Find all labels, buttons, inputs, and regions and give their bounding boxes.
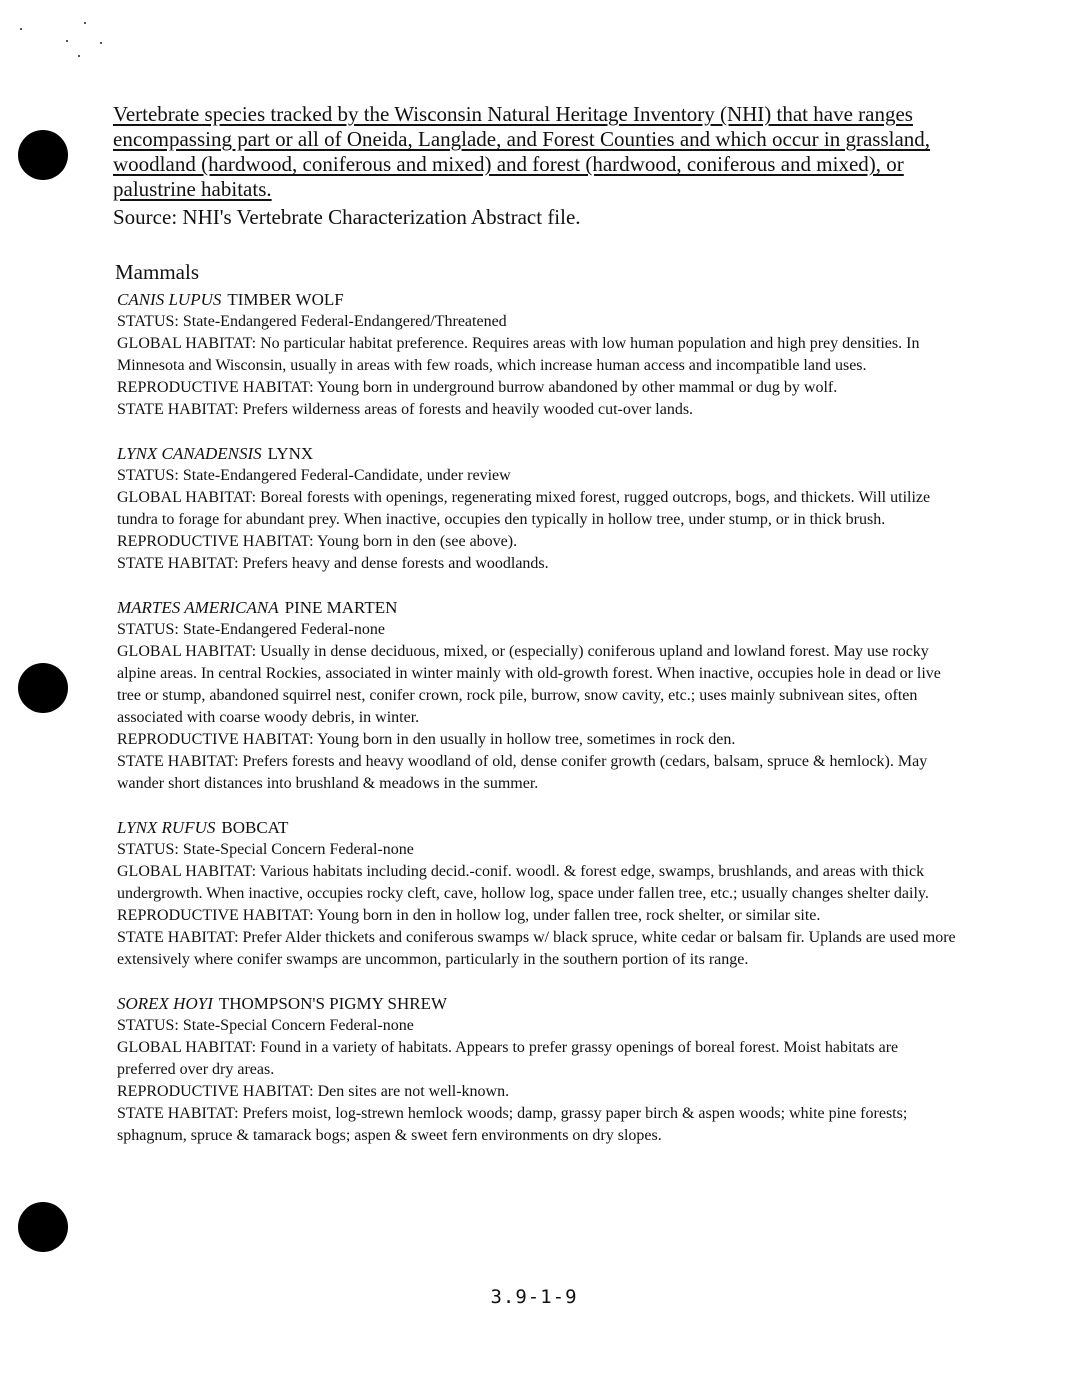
document-page xyxy=(113,102,958,1169)
common-name: PINE MARTEN xyxy=(284,598,398,617)
scan-speck xyxy=(84,22,86,24)
reproductive-habitat: REPRODUCTIVE HABITAT: Young born in den (see above). xyxy=(117,533,518,550)
species-name xyxy=(117,597,958,619)
species-name xyxy=(117,993,958,1015)
species-entry-bobcat xyxy=(117,817,958,971)
species-name xyxy=(117,289,958,311)
status-line: STATUS: State-Special Concern Federal-none xyxy=(117,1017,414,1034)
scientific-name: LYNX CANADENSIS xyxy=(117,444,262,463)
species-entry-pigmy-shrew xyxy=(117,993,958,1147)
scientific-name: SOREX HOYI xyxy=(117,994,213,1013)
reproductive-habitat: REPRODUCTIVE HABITAT: Young born in underground burrow abandoned by other mammal or dug by wolf. xyxy=(117,379,838,396)
species-entry-timber-wolf xyxy=(117,289,958,421)
intro-heading xyxy=(113,102,958,202)
source-line: Source: NHI's Vertebrate Characterization Abstract file. xyxy=(113,205,581,229)
common-name: BOBCAT xyxy=(221,818,289,837)
intro-heading-text: Vertebrate species tracked by the Wisconsin Natural Heritage Inventory (NHI) that have ranges encompassing part or all of Oneida, Langlade, and Forest Counties and which occur in grassland, woodland (hardwood, coniferous and mixed) and forest (hardwood, coniferous and mixed), or palustrine habitats. xyxy=(113,102,931,201)
common-name: TIMBER WOLF xyxy=(227,290,344,309)
section-title-mammals: Mammals xyxy=(115,260,199,284)
species-name xyxy=(117,443,958,465)
status-line: STATUS: State-Endangered Federal-Endangered/Threatened xyxy=(117,313,507,330)
global-habitat: GLOBAL HABITAT: No particular habitat preference. Requires areas with low human population and high prey densities. In Minnesota and Wisconsin, usually in areas with few roads, which increase human access and incompatible land uses. xyxy=(117,335,920,374)
status-line: STATUS: State-Special Concern Federal-none xyxy=(117,841,414,858)
reproductive-habitat: REPRODUCTIVE HABITAT: Young born in den in hollow log, under fallen tree, rock shelter, or similar site. xyxy=(117,907,821,924)
species-entry-lynx xyxy=(117,443,958,575)
scan-speck xyxy=(100,42,102,44)
scan-speck xyxy=(78,55,80,57)
state-habitat: STATE HABITAT: Prefers moist, log-strewn hemlock woods; damp, grassy paper birch & aspen woods; white pine forests; sphagnum, spruce & tamarack bogs; aspen & sweet fern environments on dry slopes. xyxy=(117,1105,908,1144)
punch-hole-top xyxy=(18,130,68,180)
global-habitat: GLOBAL HABITAT: Found in a variety of habitats. Appears to prefer grassy openings of boreal forest. Moist habitats are preferred over dry areas. xyxy=(117,1039,899,1078)
status-line: STATUS: State-Endangered Federal-Candidate, under review xyxy=(117,467,511,484)
scan-speck xyxy=(66,40,68,42)
global-habitat: GLOBAL HABITAT: Boreal forests with openings, regenerating mixed forest, rugged outcrops, bogs, and thickets. Will utilize tundra to forage for abundant prey. When inactive, occupies den typically in hollow tree, under stump, or in thick brush. xyxy=(117,489,931,528)
page-number: 3.9-1-9 xyxy=(490,1286,578,1308)
state-habitat: STATE HABITAT: Prefers heavy and dense forests and woodlands. xyxy=(117,555,549,572)
punch-hole-middle xyxy=(18,663,68,713)
scientific-name: LYNX RUFUS xyxy=(117,818,216,837)
global-habitat: GLOBAL HABITAT: Usually in dense deciduous, mixed, or (especially) coniferous upland and lowland forest. May use rocky alpine areas. In central Rockies, associated in winter mainly with old-growth forest. When inactive, occupies hole in dead or live tree or stump, abandoned squirrel nest, conifer crown, rock pile, burrow, snow cavity, etc.; uses mainly subnivean sites, often associated with coarse woody debris, in winter. xyxy=(117,643,941,726)
scientific-name: CANIS LUPUS xyxy=(117,290,222,309)
punch-hole-bottom xyxy=(18,1202,68,1252)
status-line: STATUS: State-Endangered Federal-none xyxy=(117,621,385,638)
scientific-name: MARTES AMERICANA xyxy=(117,598,279,617)
reproductive-habitat: REPRODUCTIVE HABITAT: Young born in den usually in hollow tree, sometimes in rock den. xyxy=(117,731,736,748)
state-habitat: STATE HABITAT: Prefers wilderness areas of forests and heavily wooded cut-over lands. xyxy=(117,401,694,418)
state-habitat: STATE HABITAT: Prefer Alder thickets and coniferous swamps w/ black spruce, white cedar or balsam fir. Uplands are used more extensively where conifer swamps are uncommon, particularly in the southern portion of its range. xyxy=(117,929,956,968)
reproductive-habitat: REPRODUCTIVE HABITAT: Den sites are not well-known. xyxy=(117,1083,510,1100)
global-habitat: GLOBAL HABITAT: Various habitats including decid.-conif. woodl. & forest edge, swamps, brushlands, and areas with thick undergrowth. When inactive, occupies rocky cleft, cave, hollow log, space under fallen tree, etc.; usually changes shelter daily. xyxy=(117,863,929,902)
species-entry-pine-marten xyxy=(117,597,958,795)
state-habitat: STATE HABITAT: Prefers forests and heavy woodland of old, dense conifer growth (cedars, balsam, spruce & hemlock). May wander short distances into brushland & meadows in the summer. xyxy=(117,753,928,792)
common-name: LYNX xyxy=(267,444,314,463)
common-name: THOMPSON'S PIGMY SHREW xyxy=(218,994,448,1013)
species-name xyxy=(117,817,958,839)
scan-speck xyxy=(20,28,22,30)
